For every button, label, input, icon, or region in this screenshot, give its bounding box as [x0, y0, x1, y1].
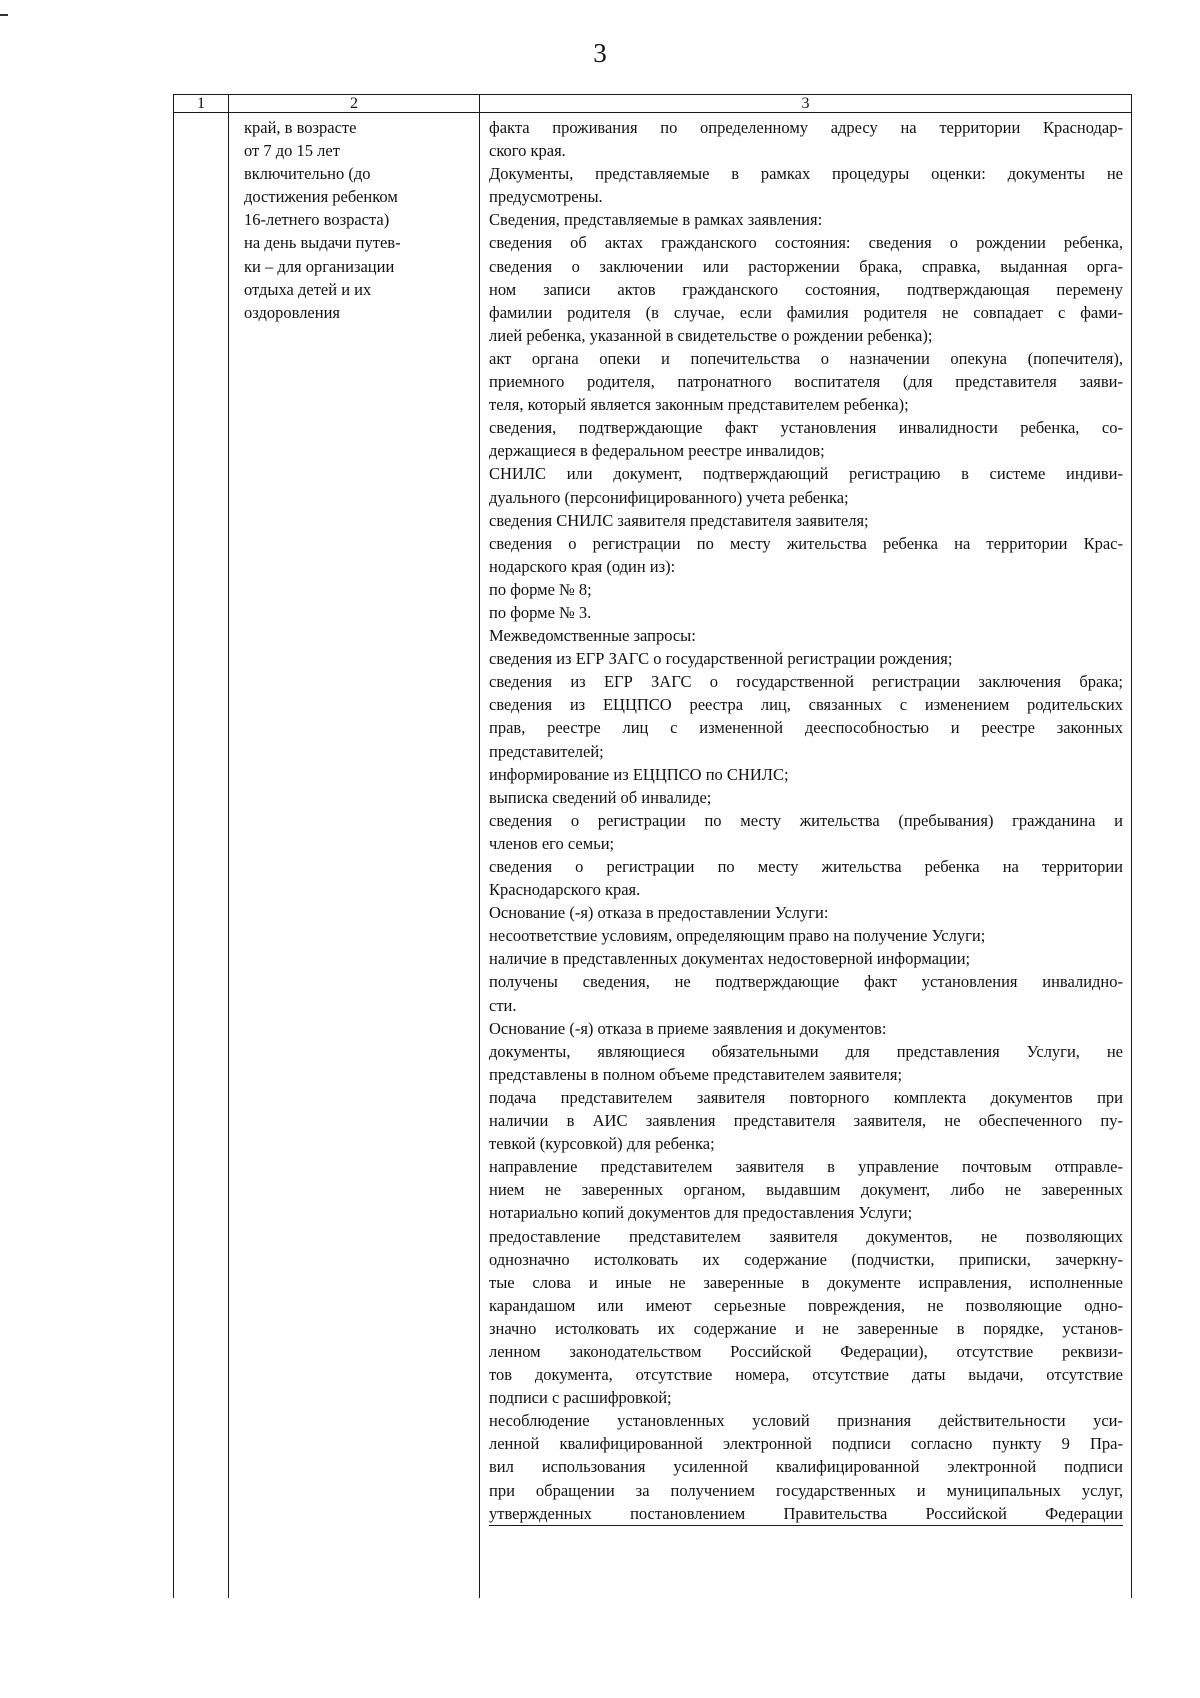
page-number: 3 [593, 38, 607, 68]
col3-line: сведения СНИЛС заявителя представителя заявителя; [489, 510, 869, 530]
col3-line: нотариально копий документов для предоставления Услуги; [489, 1203, 913, 1223]
col3-line: получены сведения, не подтверждающие факт установления инвалидно- [489, 972, 1123, 992]
col3-line: направление представителем заявителя в управление почтовым отправле- [489, 1157, 1123, 1177]
col3-line: по форме № 3. [489, 602, 592, 622]
col3-line: выписка сведений об инвалиде; [489, 787, 712, 807]
column-header-2: 2 [229, 95, 480, 113]
col3-line: Межведомственные запросы: [489, 626, 696, 646]
col3-line: нодарского края (один из): [489, 556, 676, 576]
col2-line: отдыха детей и их [244, 279, 372, 299]
col3-line: Основание (-я) отказа в предоставлении Услуги: [489, 903, 829, 923]
col3-line: тов документа, отсутствие номера, отсутствие даты выдачи, отсутствие [489, 1365, 1123, 1385]
col2-line: ки – для организации [244, 256, 395, 276]
col3-line: сведения об актах гражданского состояния: сведения о рождении ребенка, [489, 233, 1123, 253]
scan-edge-mark [0, 14, 8, 16]
col2-line: от 7 до 15 лет [244, 141, 340, 161]
col3-line: карандашом или имеют серьезные повреждения, не позволяющие одно- [489, 1295, 1123, 1315]
col3-line: лией ребенка, указанной в свидетельстве о рождении ребенка); [489, 325, 933, 345]
col3-line: несоответствие условиям, определяющим право на получение Услуги; [489, 926, 986, 946]
col3-line: наличии в АИС заявления представителя заявителя, не обеспеченного пу- [489, 1111, 1123, 1131]
col3-line: сведения, подтверждающие факт установления инвалидности ребенка, со- [489, 418, 1123, 438]
col3-line: утвержденных постановлением Правительства Российской Федерации [489, 1502, 1123, 1526]
document-table [173, 94, 1132, 1598]
table-header-row [174, 95, 1132, 113]
col3-line: документы, являющиеся обязательными для представления Услуги, не [489, 1041, 1123, 1061]
col2-line: на день выдачи путев- [244, 233, 401, 253]
col3-line: СНИЛС или документ, подтверждающий регистрацию в системе индиви- [489, 464, 1123, 484]
col3-line: сведения о регистрации по месту жительства (пребывания) гражданина и [489, 810, 1123, 830]
col3-line: ленном законодательством Российской Федерации), отсутствие реквизи- [489, 1341, 1123, 1361]
col3-line: ленной квалифицированной электронной подписи согласно пункту 9 Пра- [489, 1434, 1123, 1454]
col3-line: значно истолковать их содержание и не заверенные в порядке, установ- [489, 1318, 1123, 1338]
col3-line: сведения о регистрации по месту жительства ребенка на территории Крас- [489, 533, 1123, 553]
table-row [174, 113, 1132, 1599]
col3-line: вил использования усиленной квалифицированной электронной подписи [489, 1457, 1123, 1477]
col3-line: тые слова и иные не заверенные в документе исправления, исполненные [489, 1272, 1123, 1292]
cell-column-3 [480, 113, 1132, 1599]
col3-line: наличие в представленных документах недостоверной информации; [489, 949, 971, 969]
col2-line: включительно (до [244, 164, 371, 184]
service-description-text [229, 113, 479, 324]
col3-line: подписи с расшифровкой; [489, 1388, 672, 1408]
col3-line: держащиеся в федеральном реестре инвалидов; [489, 441, 825, 461]
col3-line: подача представителем заявителя повторного комплекта документов при [489, 1087, 1123, 1107]
col3-line: тевкой (курсовкой) для ребенка; [489, 1134, 715, 1154]
col3-line: факта проживания по определенному адресу на территории Краснодар- [489, 118, 1123, 137]
col3-line: ном записи актов гражданского состояния, подтверждающая перемену [489, 279, 1123, 299]
col3-line: представителей; [489, 741, 604, 761]
col3-line: предусмотрены. [489, 187, 603, 207]
col3-line: Основание (-я) отказа в приеме заявления и документов: [489, 1018, 887, 1038]
col3-line: сведения о регистрации по месту жительства ребенка на территории [489, 857, 1123, 876]
col3-line: при обращении за получением государственных и муниципальных услуг, [489, 1480, 1123, 1500]
col3-line: теля, который является законным представителем ребенка); [489, 395, 909, 415]
col3-line: сведения из ЕГР ЗАГС о государственной регистрации рождения; [489, 649, 953, 669]
col3-line: информирование из ЕЦЦПСО по СНИЛС; [489, 764, 789, 784]
col3-line: сти. [489, 995, 517, 1015]
col3-line: по форме № 8; [489, 579, 592, 599]
col3-line: предоставление представителем заявителя документов, не позволяющих [489, 1226, 1123, 1246]
col3-line: нием не заверенных органом, выдавшим документ, либо не заверенных [489, 1180, 1123, 1200]
column-header-3: 3 [480, 95, 1132, 113]
col3-line: сведения из ЕЦЦПСО реестра лиц, связанных с изменением родительских [489, 695, 1123, 715]
col3-line: фамилии родителя (в случае, если фамилия родителя не совпадает с фами- [489, 302, 1123, 322]
col3-line: Документы, представляемые в рамках процедуры оценки: документы не [489, 164, 1123, 184]
col2-line: оздоровления [244, 302, 340, 322]
col2-line: достижения ребенком [244, 187, 398, 207]
cell-column-2 [229, 113, 480, 1599]
col2-line: 16-летнего возраста) [244, 210, 390, 230]
col3-line: прав, реестре лиц с измененной дееспособностью и реестре законных [489, 718, 1123, 738]
cell-column-1 [174, 113, 229, 1599]
col3-line: представлены в полном объеме представителем заявителя; [489, 1064, 903, 1084]
requirements-text [480, 113, 1131, 1526]
col3-line: сведения о заключении или расторжении брака, справка, выданная орга- [489, 256, 1123, 276]
col3-line: несоблюдение установленных условий признания действительности уси- [489, 1411, 1123, 1431]
col3-line: однозначно истолковать их содержание (подчистки, приписки, зачеркну- [489, 1249, 1123, 1269]
col3-line: Краснодарского края. [489, 880, 641, 900]
column-header-1: 1 [174, 95, 229, 113]
col2-line: край, в возрасте [244, 118, 357, 137]
col3-line: членов его семьи; [489, 833, 615, 853]
col3-line: сведения из ЕГР ЗАГС о государственной регистрации заключения брака; [489, 672, 1123, 692]
col3-line: дуального (персонифицированного) учета ребенка; [489, 487, 849, 507]
col3-line: акт органа опеки и попечительства о назначении опекуна (попечителя), [489, 348, 1123, 368]
col3-line: ского края. [489, 141, 566, 161]
col3-line: Сведения, представляемые в рамках заявления: [489, 210, 823, 230]
col3-line: приемного родителя, патронатного воспитателя (для представителя заяви- [489, 372, 1123, 392]
